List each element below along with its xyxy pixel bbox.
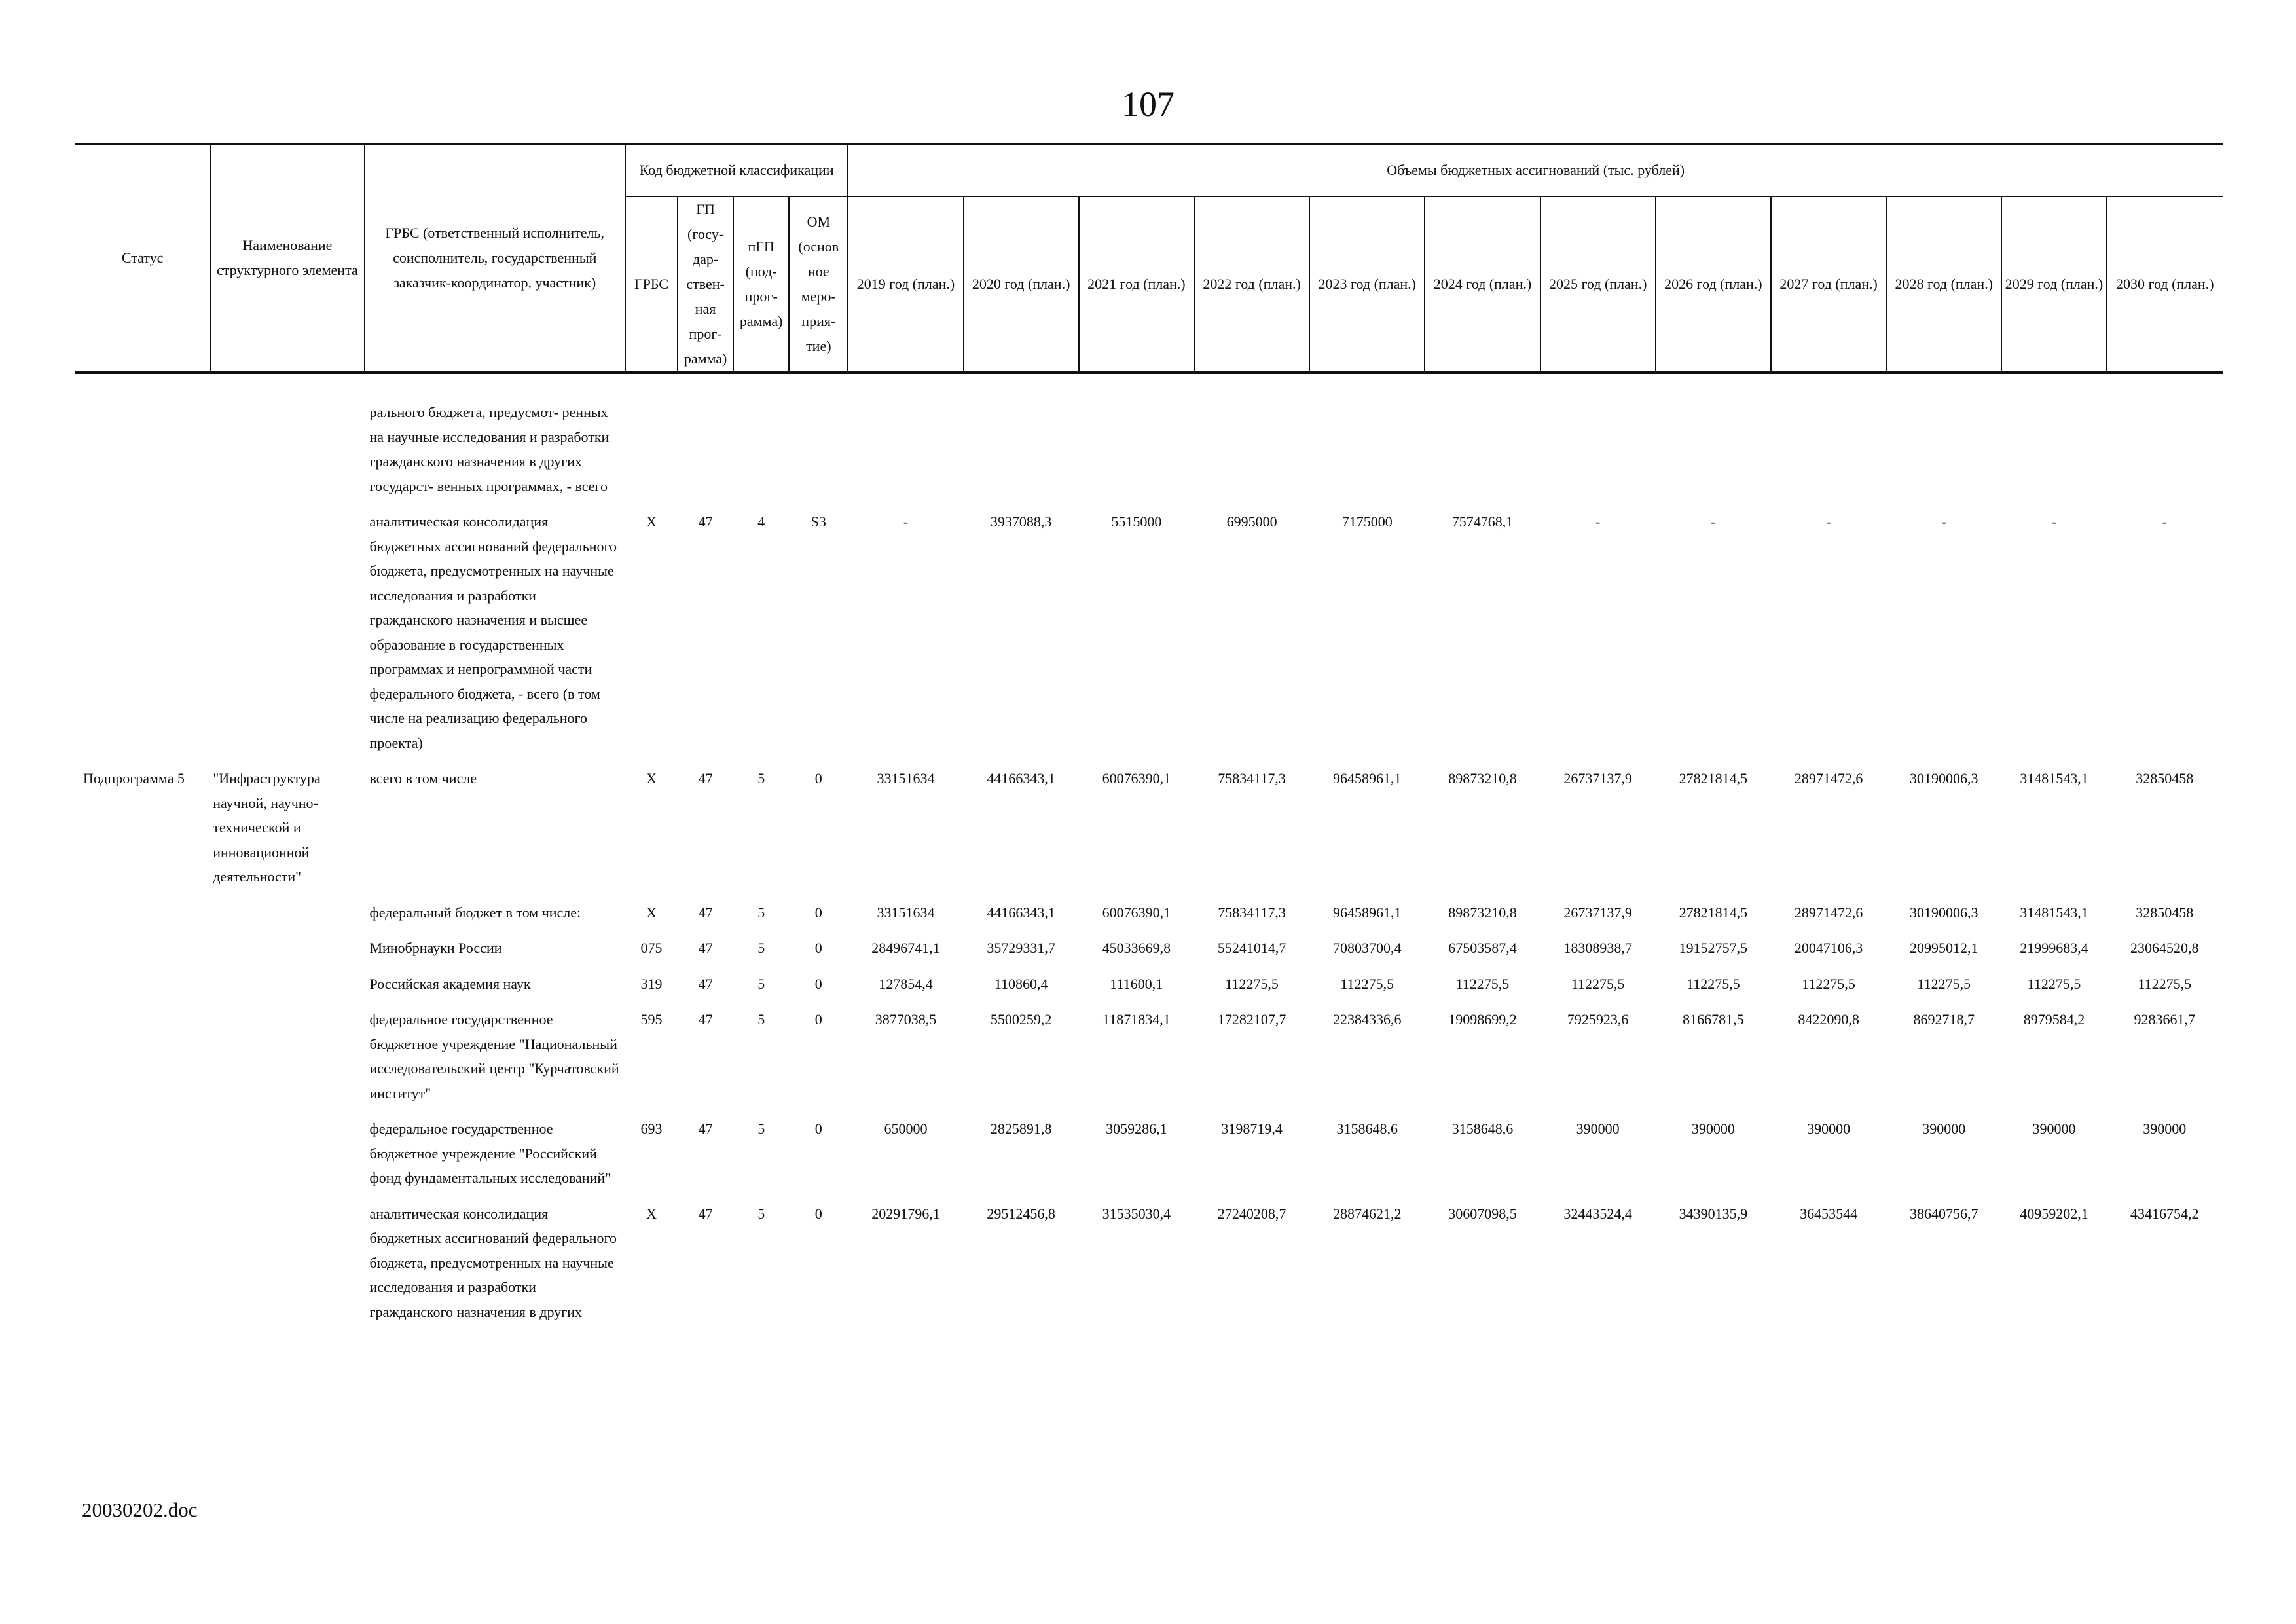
budget-value-cell: 7574768,1	[1451, 513, 1514, 530]
budget-value-cell: -	[1595, 513, 1601, 530]
header-year: 2025 год (план.)	[1540, 196, 1656, 373]
om-code-cell: 0	[814, 975, 822, 992]
budget-value-cell	[2107, 400, 2223, 509]
table-row	[75, 900, 2223, 936]
grbs-code-cell: Х	[646, 1205, 657, 1222]
status-cell: Подпрограмма 5	[83, 770, 185, 786]
budget-value-cell: 28874621,2	[1333, 1205, 1402, 1222]
grbs-code-cell: Х	[646, 513, 657, 530]
header-budget-volumes: Объемы бюджетных ассигнований (тыс. рублей)	[848, 144, 2223, 197]
budget-value-cell: 75834117,3	[1218, 770, 1286, 786]
header-om: ОМ (основ ное меро- прия- тие)	[789, 196, 848, 373]
header-year: 2026 год (план.)	[1656, 196, 1771, 373]
table-row	[75, 1116, 2223, 1202]
gp-code-cell: 47	[698, 904, 713, 921]
budget-value-cell: 3877038,5	[875, 1011, 937, 1027]
budget-value-cell: 44166343,1	[987, 904, 1055, 921]
budget-value-cell: 45033669,8	[1102, 940, 1171, 956]
grbs-description-cell: рального бюджета, предусмот- ренных на научные исследования и разработки гражданского назначения в других государст- венных программах, - всего	[369, 404, 610, 494]
element-name-cell	[210, 1116, 364, 1202]
pgp-code-cell: 5	[757, 1120, 765, 1137]
budget-value-cell: 112275,5	[1917, 975, 1971, 992]
budget-value-cell: 96458961,1	[1333, 904, 1402, 921]
grbs-description-cell: федеральное государственное бюджетное учреждение "Российский фонд фундаментальных исследований"	[369, 1120, 611, 1186]
status-cell	[75, 900, 210, 936]
grbs-description-cell: федеральный бюджет в том числе:	[369, 904, 581, 921]
budget-value-cell: 390000	[1807, 1120, 1851, 1137]
budget-value-cell: 60076390,1	[1102, 904, 1171, 921]
budget-value-cell	[1886, 400, 2001, 509]
budget-value-cell: 3158648,6	[1451, 1120, 1514, 1137]
budget-value-cell: 67503587,4	[1448, 940, 1517, 956]
budget-value-cell	[1079, 400, 1194, 509]
budget-value-cell: 8166781,5	[1683, 1011, 1744, 1027]
pgp-code-cell: 5	[757, 940, 765, 956]
budget-value-cell: 28496741,1	[871, 940, 940, 956]
budget-value-cell: 38640756,7	[1910, 1205, 1978, 1222]
gp-code-cell: 47	[698, 940, 713, 956]
budget-value-cell: 8692718,7	[1913, 1011, 1975, 1027]
budget-value-cell: 390000	[1922, 1120, 1966, 1137]
header-year: 2024 год (план.)	[1425, 196, 1540, 373]
budget-value-cell	[2001, 400, 2106, 509]
budget-value-cell: 55241014,7	[1217, 940, 1286, 956]
budget-value-cell: 20291796,1	[871, 1205, 940, 1222]
budget-value-cell: 8422090,8	[1798, 1011, 1859, 1027]
budget-value-cell: 60076390,1	[1102, 770, 1171, 786]
pgp-code-cell: 5	[757, 1011, 765, 1027]
budget-table	[75, 143, 2223, 1335]
budget-value-cell	[1656, 400, 1771, 509]
budget-value-cell: 390000	[2143, 1120, 2187, 1137]
gp-code-cell	[678, 400, 733, 509]
header-year: 2023 год (план.)	[1309, 196, 1425, 373]
grbs-description-cell: всего в том числе	[369, 770, 477, 786]
grbs-code-cell	[625, 400, 678, 509]
budget-value-cell: 650000	[884, 1120, 928, 1137]
table-row	[75, 972, 2223, 1008]
budget-value-cell: 3158648,6	[1336, 1120, 1398, 1137]
budget-value-cell: 34390135,9	[1679, 1205, 1748, 1222]
budget-value-cell: 112275,5	[1802, 975, 1855, 992]
element-name-cell	[210, 936, 364, 972]
footer-filename: 20030202.doc	[82, 1498, 198, 1521]
budget-value-cell: -	[1711, 513, 1716, 530]
budget-value-cell: 19152757,5	[1679, 940, 1748, 956]
om-code-cell: 0	[814, 1011, 822, 1027]
budget-value-cell: 9283661,7	[2134, 1011, 2196, 1027]
budget-value-cell	[1309, 400, 1425, 509]
budget-value-cell: 30190006,3	[1910, 770, 1978, 786]
budget-value-cell: 23064520,8	[2130, 940, 2199, 956]
grbs-code-cell: Х	[646, 904, 657, 921]
budget-value-cell: 28971472,6	[1794, 770, 1863, 786]
om-code-cell: 0	[814, 1120, 822, 1137]
budget-value-cell: 19098699,2	[1448, 1011, 1517, 1027]
status-cell	[75, 1116, 210, 1202]
gp-code-cell: 47	[698, 513, 713, 530]
om-code-cell: 0	[814, 940, 822, 956]
header-year: 2027 год (план.)	[1771, 196, 1886, 373]
budget-value-cell: 70803700,4	[1333, 940, 1402, 956]
status-cell	[75, 1202, 210, 1336]
budget-value-cell: -	[2051, 513, 2057, 530]
budget-value-cell: 5515000	[1111, 513, 1162, 530]
budget-value-cell: 390000	[1691, 1120, 1735, 1137]
budget-value-cell: 26737137,9	[1563, 904, 1632, 921]
header-year: 2029 год (план.)	[2001, 196, 2106, 373]
budget-value-cell: 111600,1	[1110, 975, 1163, 992]
budget-value-cell: 27821814,5	[1679, 770, 1748, 786]
budget-value-cell: 27821814,5	[1679, 904, 1748, 921]
om-code-cell	[789, 400, 848, 509]
grbs-description-cell: федеральное государственное бюджетное учреждение "Национальный исследовательский центр "Курчатовский институт"	[369, 1011, 619, 1101]
gp-code-cell: 47	[698, 1011, 713, 1027]
om-code-cell: 0	[814, 770, 822, 786]
budget-value-cell: 75834117,3	[1218, 904, 1286, 921]
element-name-cell	[210, 1007, 364, 1116]
budget-value-cell	[1194, 400, 1309, 509]
grbs-code-cell: 693	[640, 1120, 663, 1137]
budget-value-cell: -	[903, 513, 909, 530]
pgp-code-cell: 4	[757, 513, 765, 530]
grbs-code-cell: 075	[640, 940, 663, 956]
budget-value-cell: 22384336,6	[1333, 1011, 1402, 1027]
budget-value-cell: 21999683,4	[2020, 940, 2088, 956]
status-cell	[75, 972, 210, 1008]
grbs-description-cell: Минобрнауки России	[369, 940, 502, 956]
budget-value-cell: 96458961,1	[1333, 770, 1402, 786]
budget-value-cell: 44166343,1	[987, 770, 1055, 786]
budget-value-cell: 29512456,8	[987, 1205, 1055, 1222]
budget-value-cell: -	[1826, 513, 1831, 530]
om-code-cell: S3	[811, 513, 826, 530]
header-year: 2028 год (план.)	[1886, 196, 2001, 373]
table-body	[75, 373, 2223, 1335]
budget-value-cell: 7175000	[1341, 513, 1393, 530]
grbs-code-cell: Х	[646, 770, 657, 786]
table-row	[75, 1007, 2223, 1116]
gp-code-cell: 47	[698, 975, 713, 992]
budget-value-cell: 31481543,1	[2020, 770, 2088, 786]
header-year: 2022 год (план.)	[1194, 196, 1309, 373]
header-year: 2030 год (план.)	[2107, 196, 2223, 373]
page-number: 107	[1121, 84, 1175, 124]
budget-value-cell: 40959202,1	[2020, 1205, 2088, 1222]
budget-value-cell: 7925923,6	[1567, 1011, 1629, 1027]
status-cell	[75, 936, 210, 972]
budget-value-cell: 89873210,8	[1448, 770, 1517, 786]
table-row	[75, 766, 2223, 900]
budget-value-cell: 32850458	[2136, 770, 2194, 786]
budget-value-cell: 33151634	[877, 770, 935, 786]
budget-value-cell: 32850458	[2136, 904, 2194, 921]
budget-value-cell: 390000	[1576, 1120, 1620, 1137]
budget-value-cell	[1771, 400, 1886, 509]
budget-value-cell: 36453544	[1800, 1205, 1858, 1222]
header-grbs: ГРБС	[625, 196, 678, 373]
budget-value-cell: 3198719,4	[1221, 1120, 1283, 1137]
table-row	[75, 400, 2223, 509]
gp-code-cell: 47	[698, 1120, 713, 1137]
budget-value-cell: 31481543,1	[2020, 904, 2088, 921]
header-gp: ГП (госу- дар- ствен- ная прог- рамма)	[678, 196, 733, 373]
budget-value-cell: 33151634	[877, 904, 935, 921]
table-row	[75, 1202, 2223, 1336]
table-header	[75, 144, 2223, 373]
pgp-code-cell: 5	[757, 904, 765, 921]
budget-value-cell: 27240208,7	[1217, 1205, 1286, 1222]
budget-value-cell: 390000	[2032, 1120, 2076, 1137]
element-name-cell	[210, 900, 364, 936]
header-year: 2019 год (план.)	[848, 196, 963, 373]
pgp-code-cell: 5	[757, 975, 765, 992]
om-code-cell: 0	[814, 1205, 822, 1222]
grbs-description-cell: аналитическая консолидация бюджетных ассигнований федерального бюджета, предусмотренных на научные исследования и разработки гражданского назначения в других	[369, 1205, 617, 1320]
budget-value-cell: 18308938,7	[1563, 940, 1632, 956]
budget-value-cell: 6995000	[1226, 513, 1277, 530]
element-name-cell	[210, 509, 364, 766]
header-element: Наименование структурного элемента	[210, 144, 364, 373]
grbs-code-cell: 595	[640, 1011, 663, 1027]
budget-value-cell	[1540, 400, 1656, 509]
header-year: 2021 год (план.)	[1079, 196, 1194, 373]
budget-value-cell: 112275,5	[1571, 975, 1625, 992]
status-cell	[75, 509, 210, 766]
table-row	[75, 936, 2223, 972]
budget-value-cell: 28971472,6	[1794, 904, 1863, 921]
budget-value-cell: 3937088,3	[990, 513, 1052, 530]
gp-code-cell: 47	[698, 1205, 713, 1222]
budget-value-cell: 89873210,8	[1448, 904, 1517, 921]
pgp-code-cell: 5	[757, 1205, 765, 1222]
budget-value-cell	[848, 400, 963, 509]
status-cell	[75, 1007, 210, 1116]
status-cell	[75, 400, 210, 509]
spacer-row	[75, 373, 2223, 400]
pgp-code-cell: 5	[757, 770, 765, 786]
budget-value-cell: 5500259,2	[990, 1011, 1052, 1027]
budget-value-cell: 2825891,8	[990, 1120, 1052, 1137]
budget-value-cell: 112275,5	[2138, 975, 2192, 992]
gp-code-cell: 47	[698, 770, 713, 786]
budget-value-cell: 112275,5	[1455, 975, 1510, 992]
pgp-code-cell	[733, 400, 789, 509]
budget-value-cell: 32443524,4	[1563, 1205, 1632, 1222]
budget-value-cell: 20995012,1	[1910, 940, 1978, 956]
budget-value-cell: 17282107,7	[1217, 1011, 1286, 1027]
om-code-cell: 0	[814, 904, 822, 921]
element-name-cell	[210, 972, 364, 1008]
header-status: Статус	[75, 144, 210, 373]
element-name-cell	[210, 400, 364, 509]
budget-value-cell: 127854,4	[879, 975, 933, 992]
element-name-cell: "Инфраструктура научной, научно- технической и инновационной деятельности"	[213, 770, 321, 885]
budget-value-cell: 30190006,3	[1910, 904, 1978, 921]
budget-value-cell: 112275,5	[1225, 975, 1279, 992]
budget-value-cell: 112275,5	[2027, 975, 2081, 992]
budget-value-cell: 3059286,1	[1106, 1120, 1167, 1137]
header-year: 2020 год (план.)	[964, 196, 1079, 373]
grbs-description-cell: Российская академия наук	[369, 975, 531, 992]
budget-value-cell: 35729331,7	[987, 940, 1055, 956]
header-budget-code: Код бюджетной классификации	[625, 144, 848, 197]
header-grbs-description: ГРБС (ответственный исполнитель, соисполнитель, государственный заказчик-координатор, участник)	[365, 144, 625, 373]
element-name-cell	[210, 1202, 364, 1336]
grbs-description-cell: аналитическая консолидация бюджетных ассигнований федерального бюджета, предусмотренных на научные исследования и разработки гражданского назначения и высшее образование в государственных программах и непрограммной части федерального бюджета, - всего (в том числе на реализацию федерального проекта)	[369, 513, 617, 751]
budget-value-cell: 8979584,2	[2023, 1011, 2085, 1027]
budget-value-cell: 26737137,9	[1563, 770, 1632, 786]
header-pgp: пГП (под- прог- рамма)	[733, 196, 789, 373]
grbs-code-cell: 319	[640, 975, 663, 992]
budget-value-cell: 43416754,2	[2130, 1205, 2199, 1222]
budget-value-cell: -	[2162, 513, 2167, 530]
budget-value-cell: 30607098,5	[1448, 1205, 1517, 1222]
budget-value-cell	[964, 400, 1079, 509]
budget-value-cell: 110860,4	[994, 975, 1048, 992]
budget-value-cell: 20047106,3	[1794, 940, 1863, 956]
budget-value-cell: 112275,5	[1686, 975, 1740, 992]
budget-value-cell: 112275,5	[1340, 975, 1394, 992]
budget-value-cell	[1425, 400, 1540, 509]
budget-value-cell: 11871834,1	[1102, 1011, 1171, 1027]
budget-value-cell: -	[1941, 513, 1946, 530]
budget-value-cell: 31535030,4	[1102, 1205, 1171, 1222]
table-row	[75, 509, 2223, 766]
